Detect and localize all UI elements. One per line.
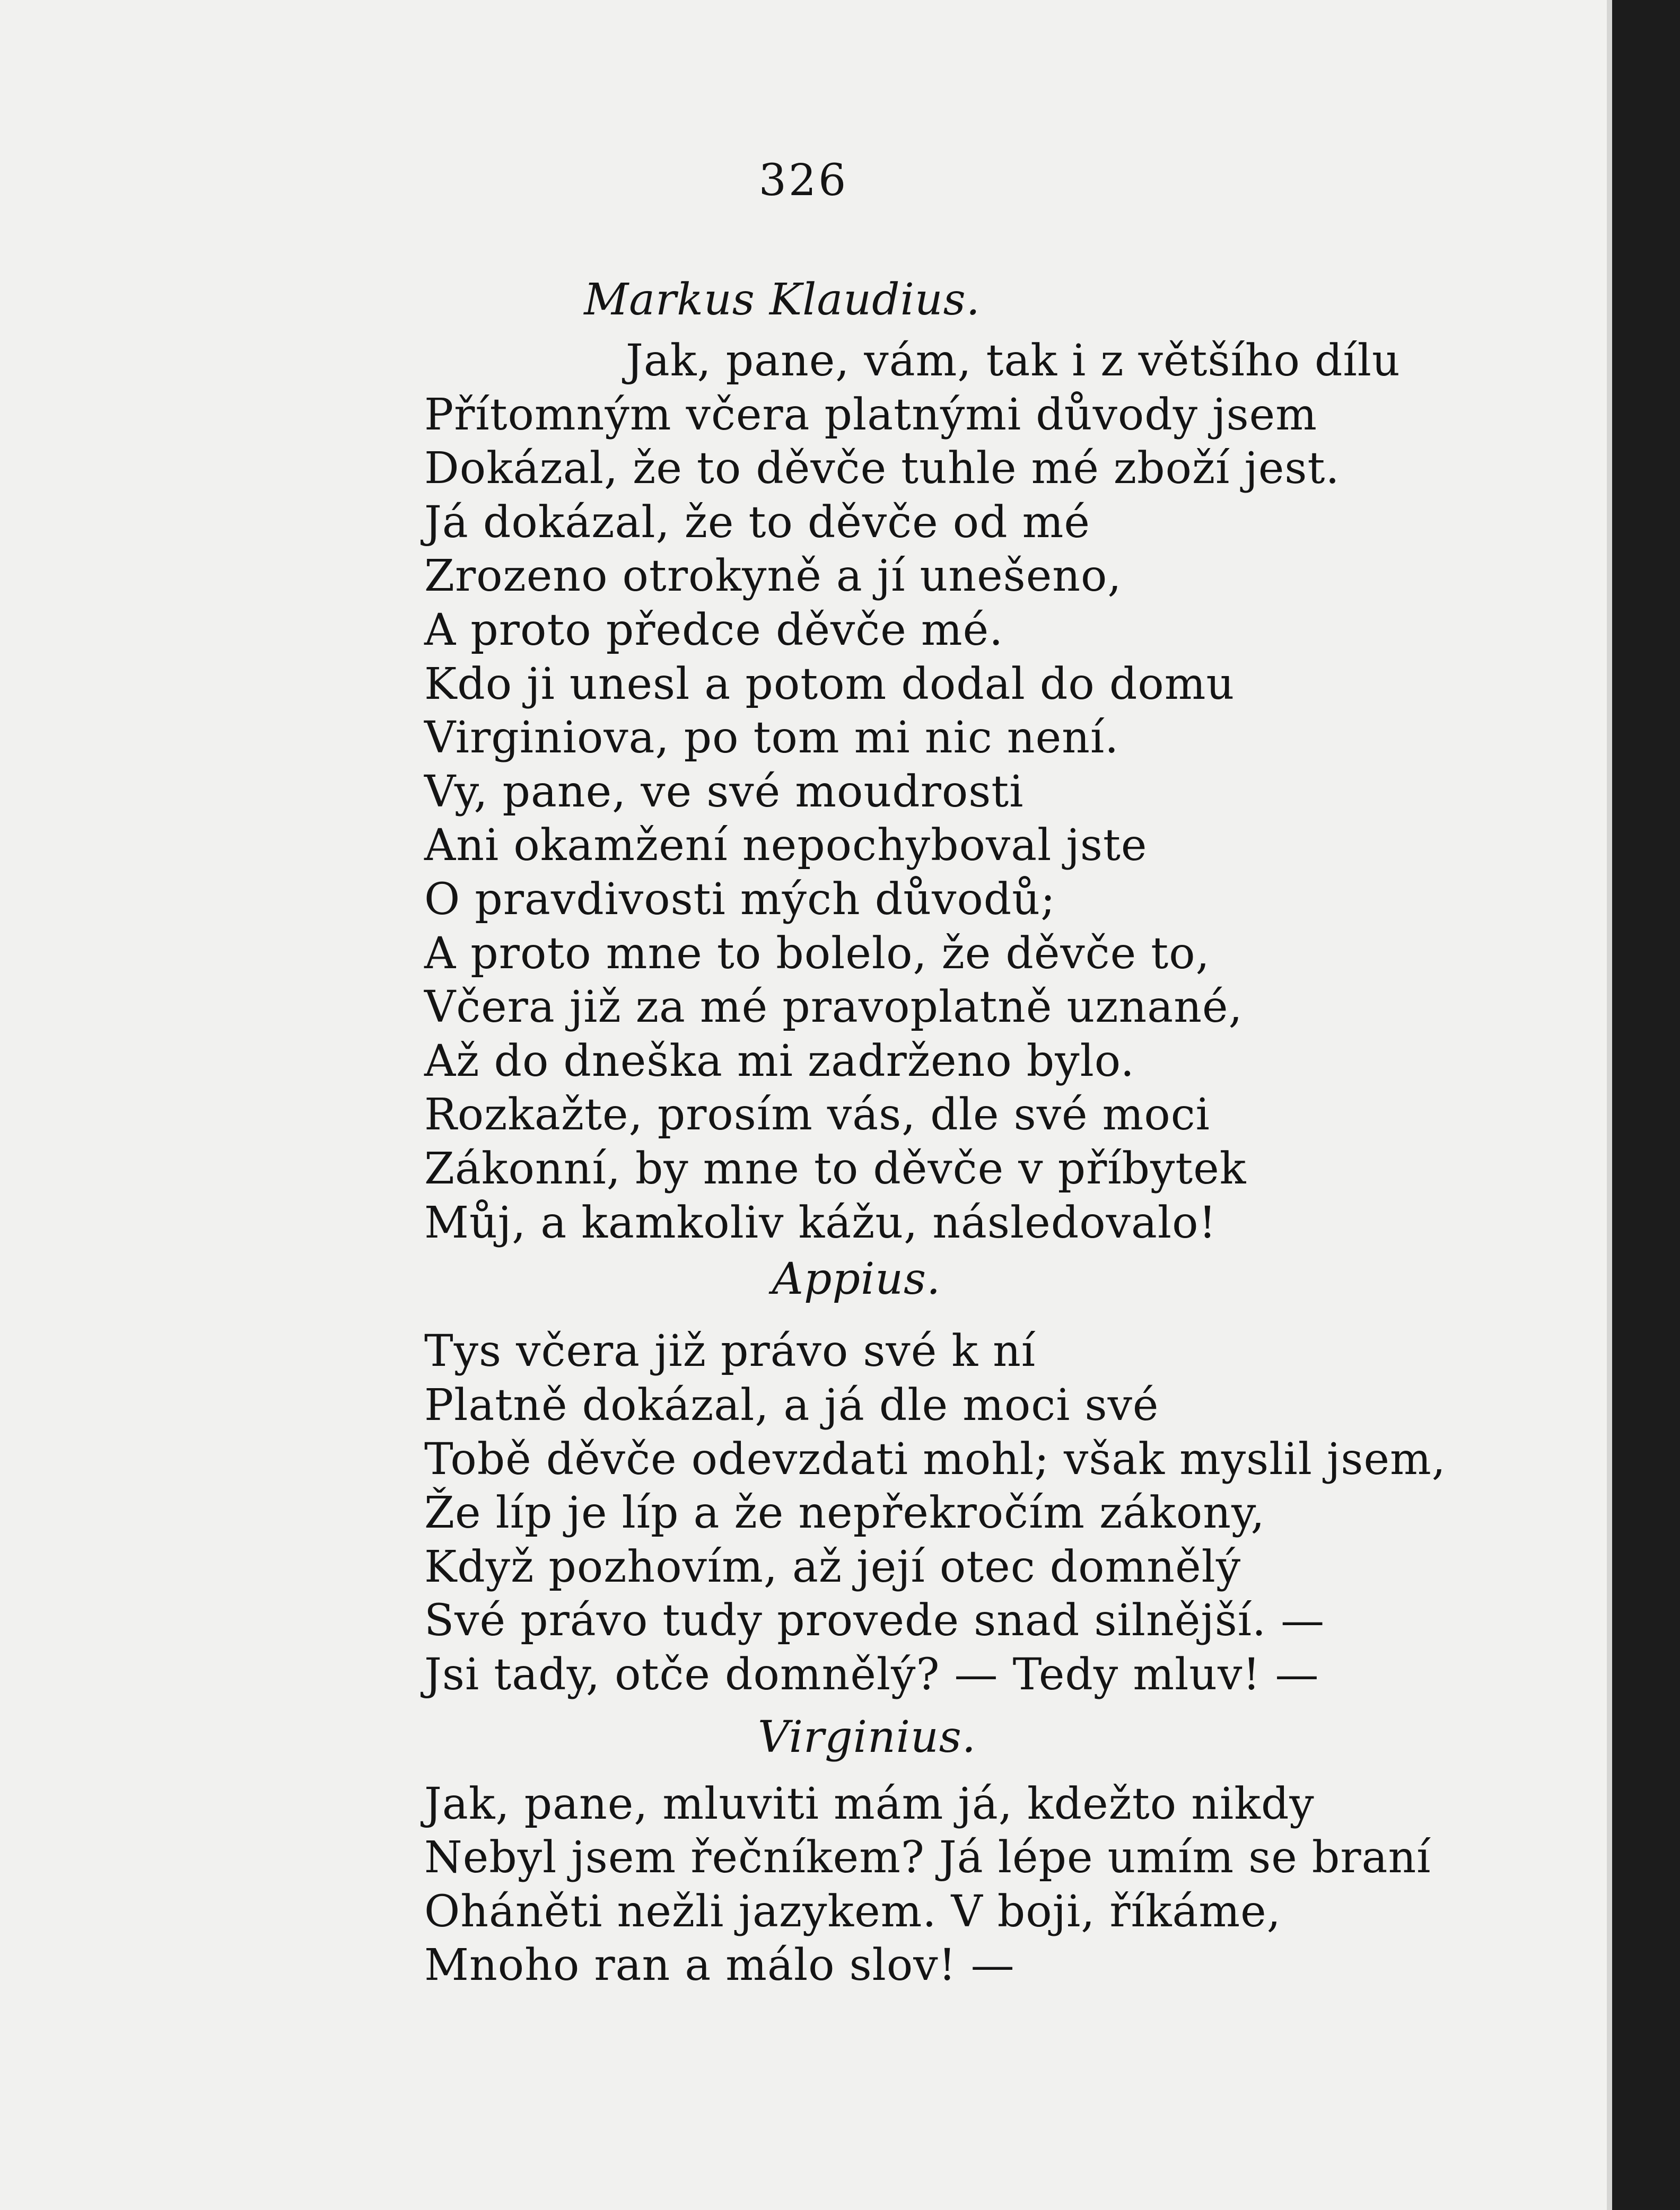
speaker-name: Virginius. xyxy=(758,1712,976,1762)
verse-line: Zrozeno otrokyně a jí unešeno, xyxy=(424,551,1122,601)
verse-line: Kdo ji unesl a potom dodal do domu xyxy=(424,659,1235,709)
verse-line: Virginiova, po tom mi nic není. xyxy=(424,713,1119,763)
page-number: 326 xyxy=(758,155,848,206)
verse-line: A proto mne to bolelo, že děvče to, xyxy=(424,928,1210,979)
verse-line: Tobě děvče odevzdati mohl; však myslil jsem, xyxy=(424,1434,1446,1485)
verse-line: Jak, pane, vám, tak i z většího dílu xyxy=(626,336,1401,386)
verse-line: A proto předce děvče mé. xyxy=(424,605,1004,655)
page-edge-shadow xyxy=(1607,0,1612,2210)
verse-line: Včera již za mé pravoplatně uznané, xyxy=(424,982,1243,1032)
verse-line: Své právo tudy provede snad silnější. — xyxy=(424,1595,1325,1646)
verse-line: Platně dokázal, a já dle moci své xyxy=(424,1380,1159,1431)
verse-line: Ani okamžení nepochyboval jste xyxy=(424,820,1148,871)
verse-line: Dokázal, že to děvče tuhle mé zboží jest. xyxy=(424,443,1340,494)
verse-line: Tys včera již právo své k ní xyxy=(424,1326,1036,1376)
speaker-name: Markus Klaudius. xyxy=(584,275,981,325)
verse-line: Jak, pane, mluviti mám já, kdežto nikdy xyxy=(424,1779,1315,1829)
verse-line: Nebyl jsem řečníkem? Já lépe umím se braní xyxy=(424,1832,1431,1883)
verse-line: Až do dneška mi zadrženo bylo. xyxy=(424,1036,1135,1086)
verse-line: Já dokázal, že to děvče od mé xyxy=(424,497,1090,548)
speaker-name: Appius. xyxy=(772,1254,941,1304)
verse-line: Zákonní, by mne to děvče v příbytek xyxy=(424,1144,1247,1194)
verse-line: Přítomným včera platnými důvody jsem xyxy=(424,390,1317,440)
verse-line: Rozkažte, prosím vás, dle své moci xyxy=(424,1090,1210,1140)
verse-line: Můj, a kamkoliv kážu, následovalo! xyxy=(424,1198,1217,1248)
verse-line: Že líp je líp a že nepřekročím zákony, xyxy=(424,1488,1265,1538)
verse-line: Když pozhovím, až její otec domnělý xyxy=(424,1542,1241,1592)
verse-line: Jsi tady, otče domnělý? — Tedy mluv! — xyxy=(424,1650,1319,1700)
verse-line: Vy, pane, ve své moudrosti xyxy=(424,767,1024,817)
verse-line: Oháněti nežli jazykem. V boji, říkáme, xyxy=(424,1887,1281,1937)
verse-line: O pravdivosti mých důvodů; xyxy=(424,874,1056,925)
verse-line: Mnoho ran a málo slov! — xyxy=(424,1940,1015,1990)
scan-border xyxy=(1612,0,1680,2210)
